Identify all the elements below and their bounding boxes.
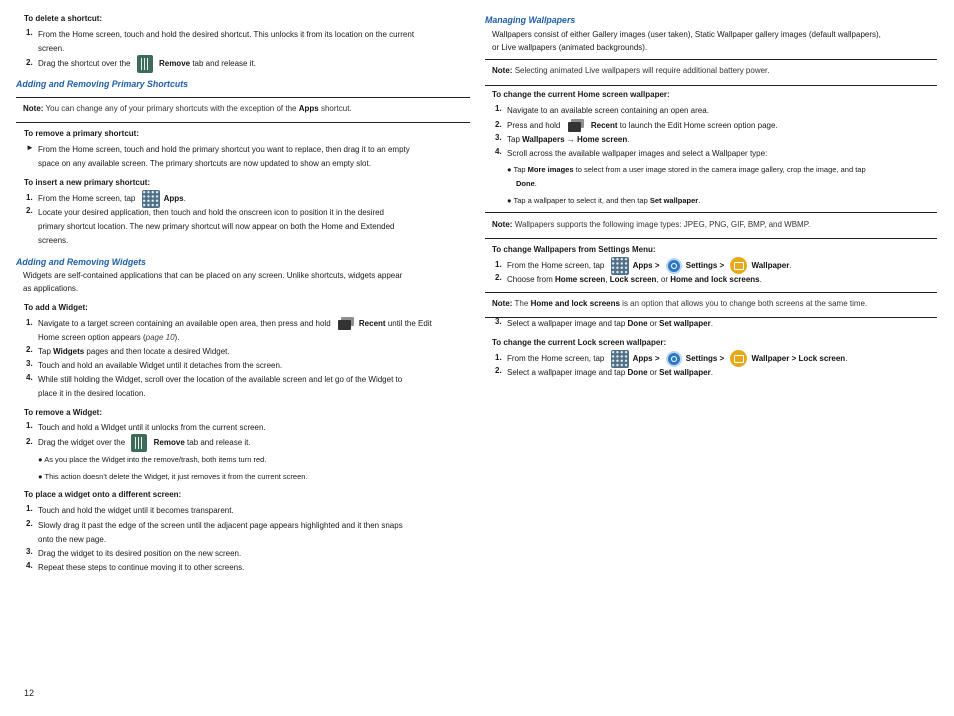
note-box: Note: You can change any of your primary shortcuts with the exception of the Apps shortcut. [16,97,470,123]
note-box: Note: Selecting animated Live wallpapers will require additional battery power. [485,59,937,86]
note-box: Note: Wallpapers supports the following image types: JPEG, PNG, GIF, BMP, and WBMP. [485,212,937,239]
delete-shortcut-heading: To delete a shortcut: [24,14,103,23]
remove-primary-heading: To remove a primary shortcut: [24,129,139,138]
remove-trash-icon [131,434,147,452]
section-heading-widgets: Adding and Removing Widgets [16,257,146,267]
lock-wallpaper-heading: To change the current Lock screen wallpaper: [492,338,667,347]
list-item: 1. From the Home screen, tap Apps. [16,189,470,209]
wallpapers-intro: Wallpapers consist of either Gallery images (user taken), Static Wallpaper gallery images (default wallpapers), or Live wallpapers (animated backgrounds). [492,30,881,52]
remove-widget-heading: To remove a Widget: [24,408,103,417]
settings-gear-icon [666,258,682,274]
list-item: ● This action doesn’t delete the Widget, it just removes it from the current screen. [38,472,308,481]
list-item: 1. Navigate to a target screen containing an available open area, then press and hold Recent until the Edit [16,314,470,334]
note-box: Note: The Home and lock screens is an option that allows you to change both screens at the same time. [485,292,937,318]
list-item: 1. From the Home screen, tap Apps > Settings > Wallpaper > Lock screen. [485,349,937,369]
page-link[interactable]: page 10 [145,333,175,342]
list-item: ● As you place the Widget into the remove/trash, both items turn red. [38,455,267,464]
arrow-bullet-icon: ► [26,143,34,152]
settings-wallpaper-heading: To change Wallpapers from Settings Menu: [492,245,656,254]
arrow-right-icon: → [566,135,575,144]
widgets-intro: Widgets are self-contained applications that can be placed on any screen. Unlike shortcuts, widgets appear as applications. [23,271,403,293]
wallpaper-icon [730,257,747,274]
list-item: 1. From the Home screen, touch and hold the desired shortcut. This unlocks it from its location on the current [26,28,415,39]
list-item: 2. Drag the widget over the Remove tab and release it. [16,433,470,453]
list-item: ● Tap a wallpaper to select it, and then tap Set wallpaper. [507,196,701,205]
section-heading-primary-shortcuts: Adding and Removing Primary Shortcuts [16,79,189,89]
remove-trash-icon [137,55,153,73]
list-item: 1. From the Home screen, tap Apps > Settings > Wallpaper. [485,256,937,276]
page-number: 12 [24,688,35,698]
list-item: screen. [38,44,65,53]
place-widget-heading: To place a widget onto a different screen: [24,490,182,499]
recent-apps-icon [568,119,584,132]
list-item: Done. [516,179,537,188]
recent-apps-icon [338,317,354,330]
list-item: 2. Press and hold Recent to launch the Edit Home screen option page. [485,116,937,136]
wallpaper-icon [730,350,747,367]
list-item: ● Tap More images to select from a user image stored in the camera image gallery, crop the image, and tap [507,165,866,174]
add-widget-heading: To add a Widget: [24,303,88,312]
section-heading-wallpapers: Managing Wallpapers [485,15,576,25]
settings-gear-icon [666,351,682,367]
home-wallpaper-heading: To change the current Home screen wallpaper: [492,90,670,99]
insert-primary-heading: To insert a new primary shortcut: [24,178,151,187]
list-item: 2. Drag the shortcut over the Remove tab and release it. [16,54,470,74]
